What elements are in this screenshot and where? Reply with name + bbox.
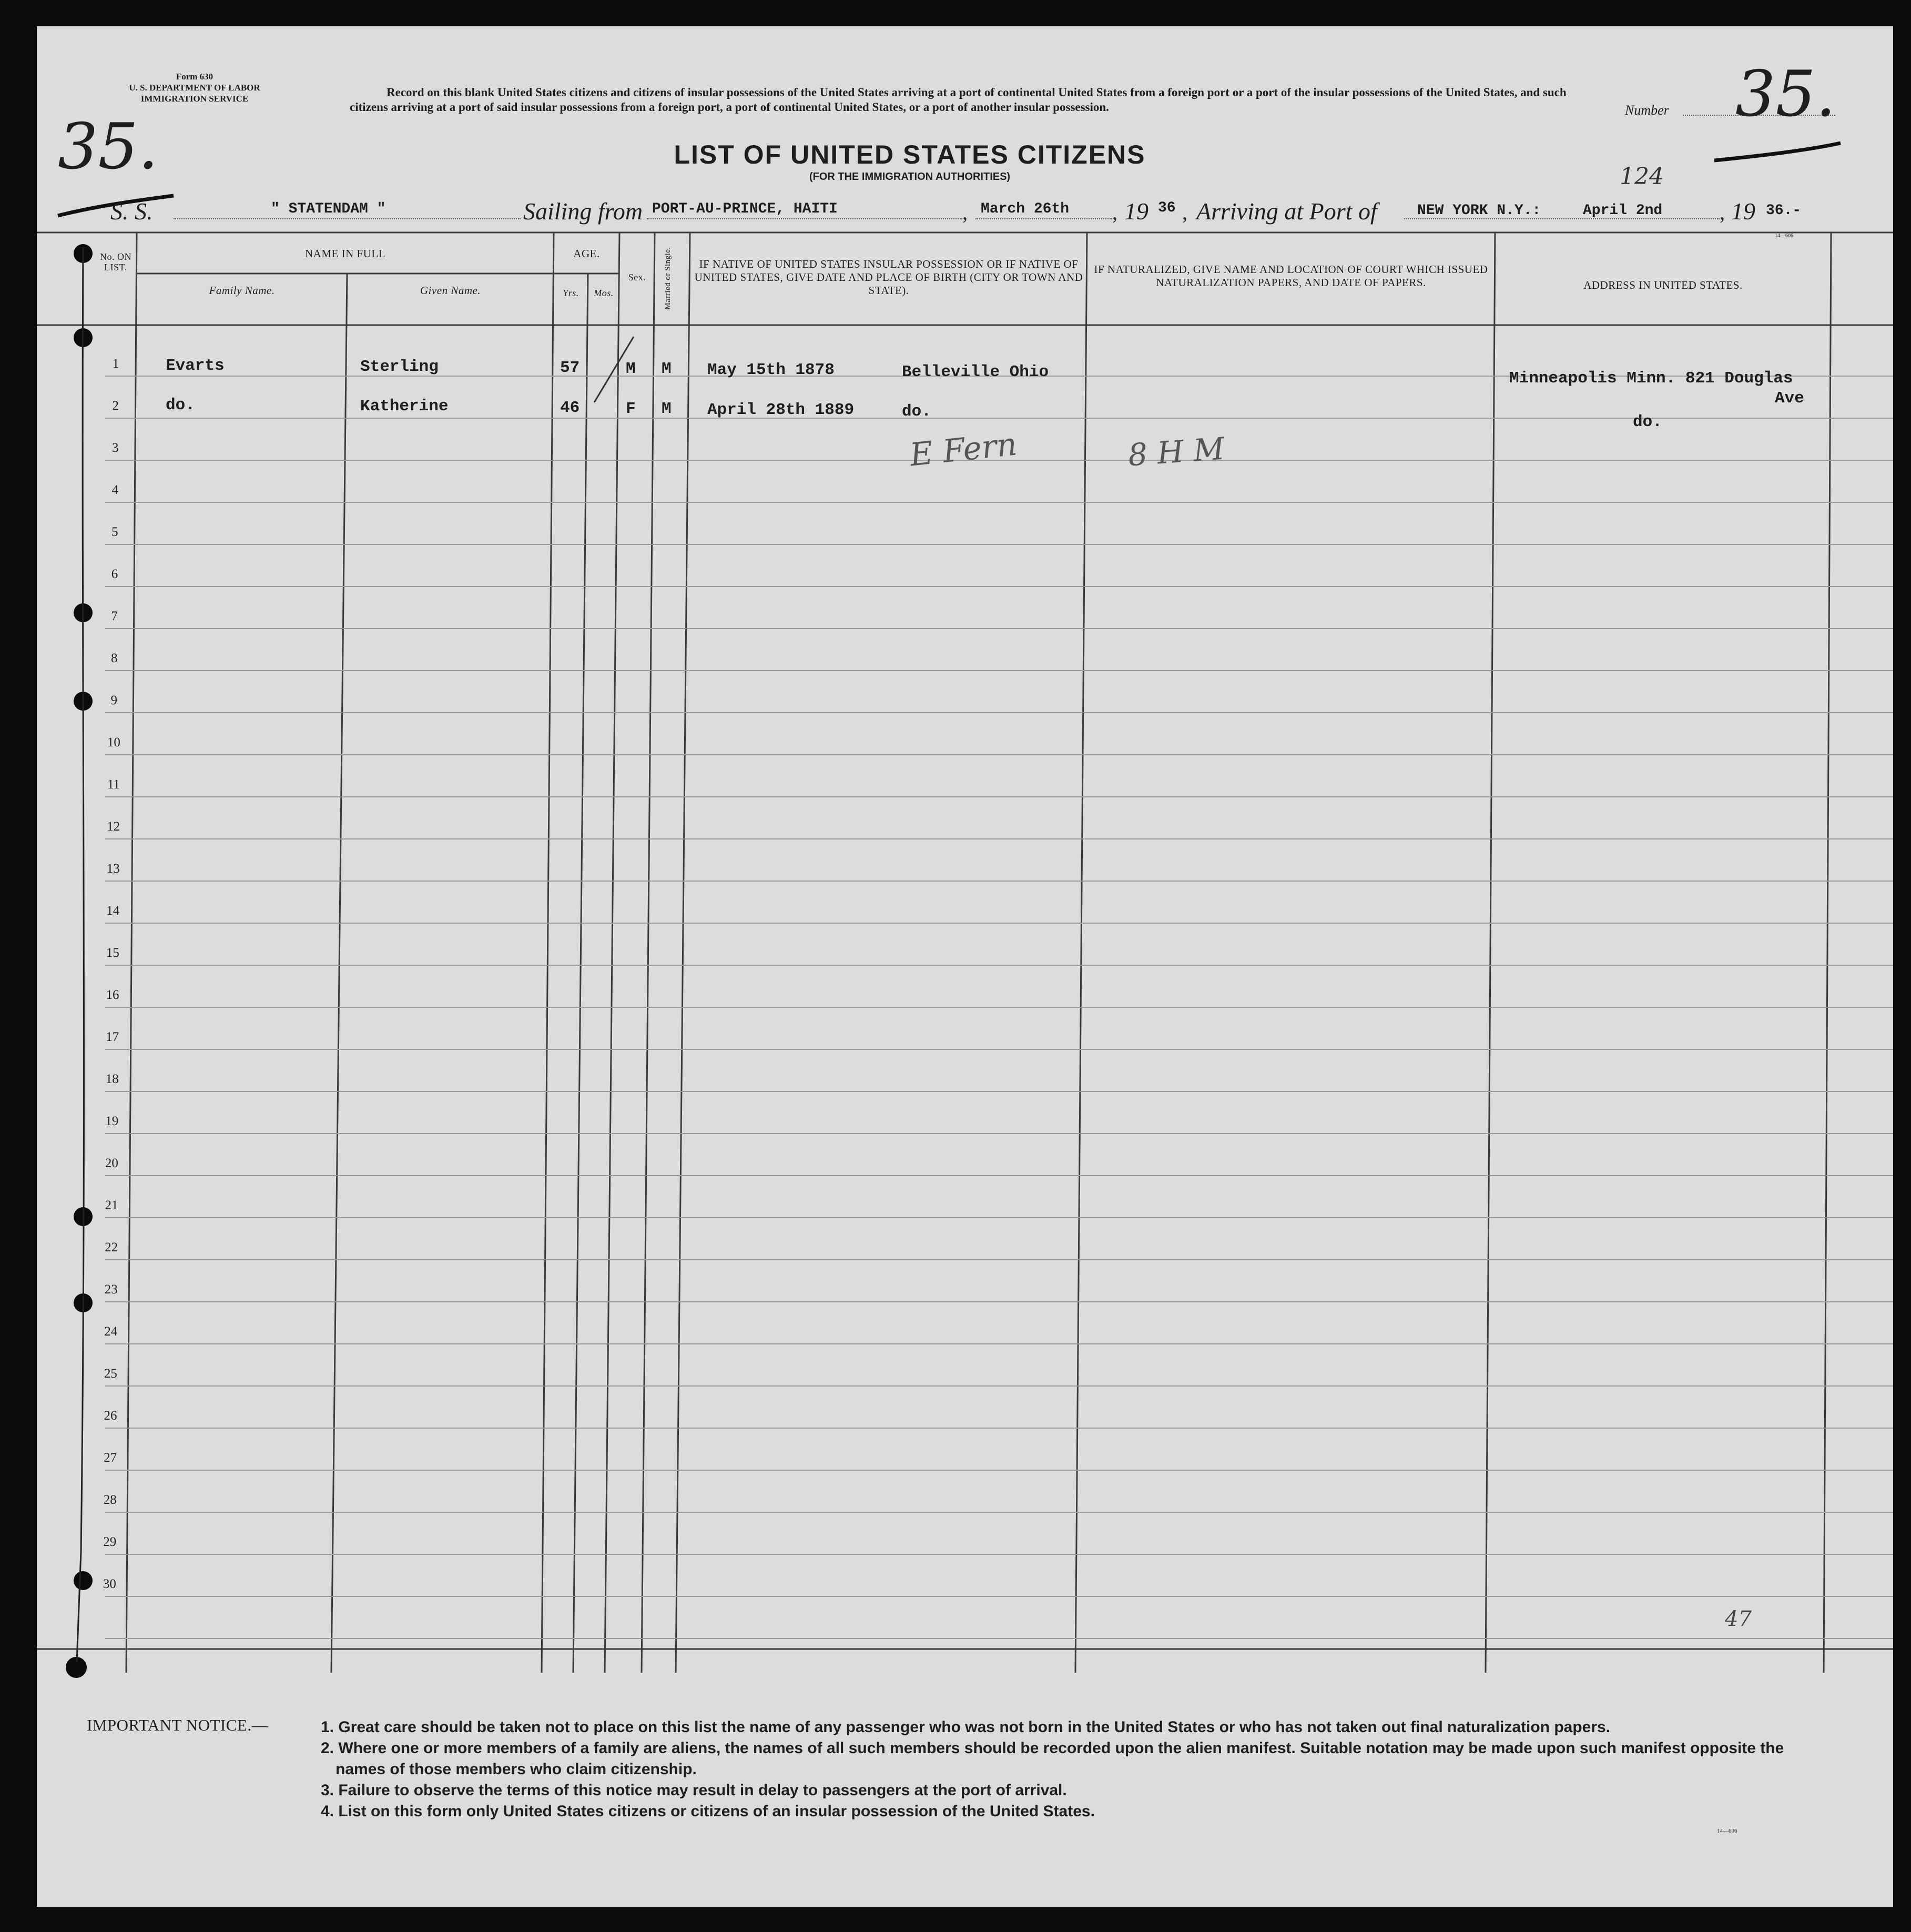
top-print-code: 14—606 [1775,233,1793,239]
header-married-single: Married or Single. [664,247,672,310]
row-number: 4 [111,483,119,497]
depart-year-prefix: 19 [1124,198,1148,225]
row-number: 15 [106,946,119,960]
row-number: 25 [104,1367,117,1381]
header-address: ADDRESS IN UNITED STATES. [1583,279,1743,291]
handwritten-annotation-2: 8 H M [1126,430,1226,473]
row-number: 3 [111,441,119,455]
header-sex: Sex. [628,272,646,282]
header-yrs: Yrs. [563,288,579,298]
row-number: 29 [103,1535,117,1549]
row1-sex: M [626,360,636,378]
row-number: 17 [106,1030,119,1044]
row-number: 18 [105,1072,119,1086]
depart-date-fill-line [975,218,1112,219]
row2-family-name: do. [166,396,195,414]
row-number: 24 [104,1324,118,1339]
comma-1: , [962,200,968,224]
row-number: 13 [106,862,120,876]
row-number: 27 [104,1451,117,1465]
comma-3: , [1182,200,1187,224]
row2-birth-place: do. [902,402,931,421]
service-name: IMMIGRATION SERVICE [140,94,249,104]
manifest-sheet [37,26,1893,1907]
header-age: AGE. [573,247,600,260]
arriving-label: Arriving at Port of [1196,198,1377,225]
ship-fill-line [174,218,521,219]
comma-4: , [1720,200,1725,224]
arrive-port: NEW YORK N.Y.: [1417,203,1541,219]
arrive-year: 36.- [1766,203,1802,219]
header-given-name: Given Name. [420,284,481,297]
ss-label: S. S. [110,198,153,225]
form-id-block [105,71,284,104]
table-ruling [37,26,1893,1907]
depart-date: March 26th [981,201,1070,217]
notice-item-2: 2. Where one or more members of a family are aliens, the names of all such members should be recorded upon the alien manifest. Suitable notation may be made upon such manifest opposite the names of those members who claim citizenship. [321,1739,1784,1778]
row-number: 16 [106,988,119,1002]
row-number: 28 [103,1493,117,1507]
handwritten-annotation-1: E Fern [908,426,1019,474]
row2-sex: F [626,400,636,418]
bottom-print-code: 14—606 [1717,1828,1737,1834]
row1-birth-place: Belleville Ohio [902,363,1049,381]
row-number: 5 [111,525,118,539]
comma-2: , [1112,200,1117,224]
form-title: LIST OF UNITED STATES CITIZENS [674,140,1146,169]
row-number: 14 [106,904,120,918]
ship-name: " STATENDAM " [271,201,386,217]
row1-birth-date: May 15th 1878 [707,361,835,379]
from-port: PORT-AU-PRINCE, HAITI [652,201,838,217]
row2-marital: M [662,400,672,418]
row-number: 1 [112,357,119,371]
form-subtitle: (FOR THE IMMIGRATION AUTHORITIES) [809,171,1011,183]
sailing-from-label: Sailing from [523,198,643,225]
row-number: 19 [105,1114,119,1128]
row2-age-years: 46 [560,399,580,417]
row-number: 8 [110,651,118,665]
row-number: 11 [107,777,120,792]
row-number: 30 [103,1577,116,1591]
row-number: 21 [105,1198,118,1212]
notice-heading: IMPORTANT NOTICE.— [87,1716,269,1734]
row1-marital: M [662,360,672,378]
header-family-name: Family Name. [209,284,275,297]
row-number: 26 [104,1409,117,1423]
row-number: 12 [107,820,120,834]
row1-address-line1: Minneapolis Minn. 821 Douglas [1509,369,1793,388]
notice-item-3: 3. Failure to observe the terms of this notice may result in delay to passengers at the port of arrival. [321,1782,1067,1799]
depart-year: 36 [1158,200,1176,216]
row1-given-name: Sterling [360,358,439,376]
header-name-in-full: NAME IN FULL [305,247,385,260]
from-port-fill-line [647,218,962,219]
header-mos: Mos. [594,288,614,298]
arrive-date: April 2nd [1583,203,1663,219]
number-value: 35. [1735,58,1836,131]
row-number: 23 [104,1282,118,1297]
row-number: 9 [110,693,118,707]
notice-item-4: 4. List on this form only United States citizens or citizens of an insular possession of the United States. [321,1803,1095,1820]
header-naturalized: IF NATURALIZED, GIVE NAME AND LOCATION OF COURT WHICH ISSUED NATURALIZATION PAPERS, AND DATE OF PAPERS. [1094,263,1488,289]
row2-given-name: Katherine [360,397,449,416]
stamp-number: 124 [1620,163,1664,190]
row-number: 6 [111,567,118,581]
page-number: 47 [1725,1607,1752,1631]
form-number: Form 630 [176,72,214,82]
row-number: 20 [105,1156,118,1170]
row2-birth-date: April 28th 1889 [707,401,855,419]
handwritten-list-number: 35. [58,110,158,184]
row1-age-years: 57 [560,359,580,377]
header-native-birth: IF NATIVE OF UNITED STATES INSULAR POSSESSION OR IF NATIVE OF UNITED STATES, GIVE DATE AND PLACE OF BIRTH (CITY OR TOWN AND STATE). [694,258,1083,297]
header-no-on-list: No. ON LIST. [100,251,131,272]
row2-address: do. [1633,413,1662,431]
form-instructions: Record on this blank United States citizens and citizens of insular possessions of the United States arriving at a port of continental United States from a foreign port or a port of the insular possessions of the United States, and such citizens arriving at a port of said insular possessions from a foreign port, a port of continental United States, or a port of another insular possession. [350,86,1567,114]
number-label: Number [1625,103,1669,118]
row-number: 7 [111,609,118,623]
row1-family-name: Evarts [166,357,225,375]
notice-item-1: 1. Great care should be taken not to place on this list the name of any passenger who was not born in the United States or who has not taken out final naturalization papers. [321,1718,1611,1736]
row-number: 22 [105,1240,118,1255]
row-number: 10 [107,735,120,750]
arrive-year-prefix: 19 [1731,198,1755,225]
row1-address-line2: Ave [1775,389,1804,408]
department-name: U. S. DEPARTMENT OF LABOR [129,83,260,93]
row-number: 2 [112,399,119,413]
notice-list [321,1717,1830,1822]
